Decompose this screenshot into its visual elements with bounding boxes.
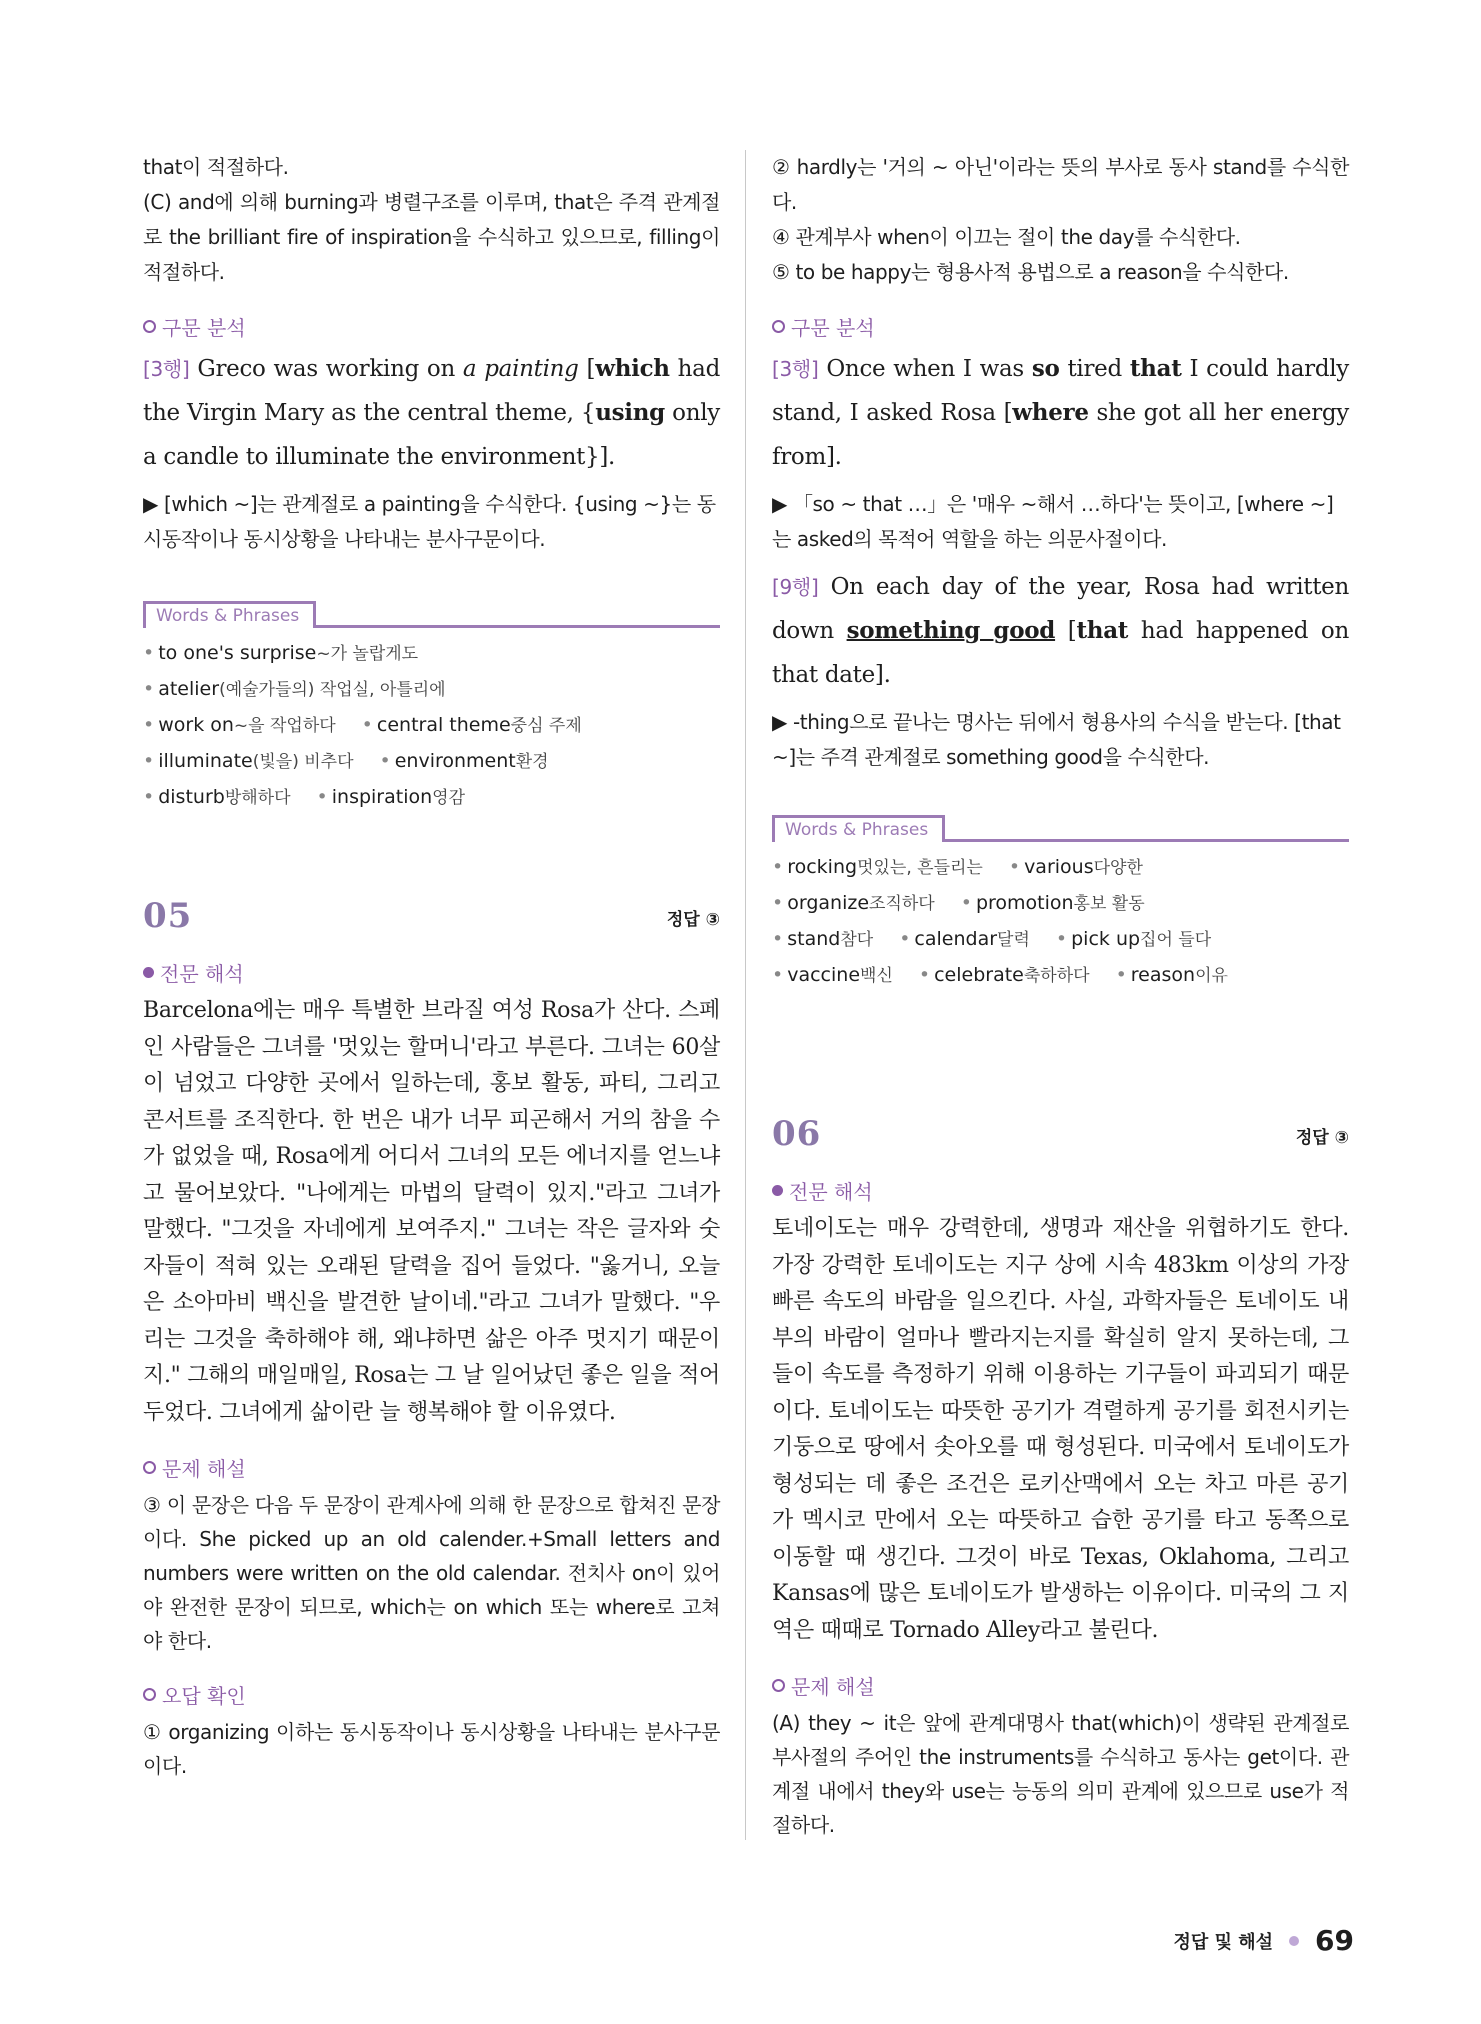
section-heading-label: 문제 해설 [791, 1675, 875, 1699]
bullet-icon: • [1055, 928, 1068, 950]
bullet-icon: • [1008, 856, 1021, 878]
translation-text: 토네이도는 매우 강력한데, 생명과 재산을 위협하기도 한다. 가장 강력한 토네이도는 지구 상에 시속 483km 이상의 가장 빠른 속도의 바람을 일으킨다. 사실, 과학자들은 토네이도 내부의 바람이 얼마나 빨라지는지를 확실히 알지 못하는데, 그들이 속도를 측정하기 위해 이용하는 기구들이 파괴되기 때문이다. 토네이도는 따뜻한 공기가 격렬하게 공기를 회전시키는 기둥으로 땅에서 솟아오를 때 형성된다. 미국에서 토네이도가 형성되는 데 좋은 조건은 로키산맥에서 오는 차고 마른 공기가 멕시코 만에서 오는 따뜻하고 습한 공기를 타고 동쪽으로 이동할 때 생긴다. 그것이 바로 Texas, Oklahoma, 그리고 Kansas에 많은 토네이도가 발생하는 이유이다. 미국의 그 지역은 때때로 Tornado Alley라고 불린다. [772, 1216, 1349, 1643]
text-run: that [1076, 617, 1129, 644]
vocab-term: pick up [1071, 928, 1141, 950]
vocab-item [899, 922, 1030, 958]
bullet-icon: • [960, 892, 972, 914]
problem-text: (A) they ~ it은 앞에 관계대명사 that(which)이 생략된 관계절로 부사절의 주어인 the instruments를 수식하고 동사는 get이다. 관계절 내에서 they와 use는 능동의 의미 관계에 있으므로 use가 적절하다. [772, 1711, 1349, 1837]
vocab-item [380, 744, 549, 780]
vocab-term: organize [787, 892, 870, 914]
vocab-meaning: 축하하다 [1023, 966, 1090, 986]
words-phrases-list [772, 850, 1349, 994]
bullet-icon: • [918, 964, 931, 986]
vocab-term: central theme [376, 714, 511, 736]
vocab-meaning: 다양한 [1093, 858, 1143, 878]
bullet-icon: • [1115, 964, 1127, 986]
left-column [143, 150, 720, 1783]
text-run: tired [1059, 356, 1130, 382]
vocab-meaning: (예술가들의) 작업실, 아틀리에 [219, 680, 446, 700]
section-heading [772, 1671, 1349, 1700]
words-phrases-list [143, 636, 720, 816]
syntax-note: ▶ [which ~]는 관계절로 a painting을 수식한다. {using ~}는 동시동작이나 동시상황을 나타내는 분사구문이다. [143, 492, 716, 551]
bullet-icon: • [772, 928, 784, 950]
section-heading-label: 구문 분석 [162, 316, 246, 340]
bullet-icon: • [143, 642, 155, 664]
page-number: 69 [1315, 1924, 1354, 1957]
text-run: I could hardly stand, I asked Rosa [ [772, 356, 1350, 426]
vocab-meaning: 집어 들다 [1140, 930, 1212, 950]
words-phrases-row [143, 744, 720, 780]
words-phrases-row [772, 850, 1349, 886]
question-header [772, 1114, 1349, 1154]
vocab-item [143, 636, 418, 672]
bullet-icon: • [899, 928, 911, 950]
syntax-sentence [143, 347, 720, 479]
words-phrases-row [143, 672, 720, 708]
text-run: [ [1055, 618, 1077, 644]
words-phrases-box [143, 601, 720, 816]
bullet-icon: • [379, 750, 391, 772]
line-tag: [9행] [772, 575, 819, 599]
section-heading [143, 312, 720, 341]
vocab-term: inspiration [331, 786, 433, 808]
vocab-meaning: 멋있는, 흔들리는 [857, 858, 983, 878]
footer-label: 정답 및 해설 [1173, 1931, 1274, 1953]
page-footer [1174, 1924, 1354, 1957]
vocab-item [143, 708, 336, 744]
question-number: 05 [143, 896, 193, 936]
translation-text: Barcelona에는 매우 특별한 브라질 여성 Rosa가 산다. 스페인 사람들은 그녀를 '멋있는 할머니'라고 부른다. 그녀는 60살이 넘었고 다양한 곳에서 일하는데, 홍보 활동, 파티, 그리고 콘서트를 조직한다. 한 번은 내가 너무 피곤해서 거의 참을 수가 없었을 때, Rosa에게 어디서 그녀의 모든 에너지를 얻느냐고 물어보았다. "나에게는 마법의 달력이 있지."라고 그녀가 말했다. "그것을 자네에게 보여주지." 그녀는 작은 글자와 숫자들이 적혀 있는 오래된 달력을 집어 들었다. "옳거니, 오늘은 소아마비 백신을 발견한 날이네."라고 그녀가 말했다. "우리는 그것을 축하해야 해, 왜냐하면 삶은 아주 멋지기 때문이지." 그해의 매일매일, Rosa는 그 날 일어났던 좋은 일을 적어두었다. 그녀에게 삶이란 늘 행복해야 할 이유였다. [143, 998, 720, 1425]
vocab-item [772, 922, 873, 958]
bullet-icon: • [143, 678, 155, 700]
question-number: 06 [772, 1114, 822, 1154]
vocab-term: celebrate [934, 964, 1024, 986]
text-run: she got all her energy from]. [772, 400, 1349, 470]
vocab-item [317, 780, 466, 816]
vocab-term: stand [787, 928, 841, 950]
syntax-note: ▶ 「so ~ that …」은 '매우 ~해서 …하다'는 뜻이고, [where ~]는 asked의 목적어 역할을 하는 의문사절이다. [772, 492, 1334, 551]
text-run: so [1031, 355, 1060, 382]
vocab-meaning: ~을 작업하다 [233, 716, 336, 736]
answer-label: 정답 ③ [666, 910, 720, 930]
answer-label: 정답 ③ [1295, 1128, 1349, 1148]
problem-text: ③ 이 문장은 다음 두 문장이 관계사에 의해 한 문장으로 합쳐진 문장이다. She picked up an old calender.+Small letters and numbers were written on the old calendar. 전치사 on이 있어야 완전한 문장이 되므로, which는 on which 또는 where로 고쳐야 한다. [143, 1493, 720, 1653]
vocab-term: work on [158, 714, 234, 736]
vocab-term: various [1024, 856, 1094, 878]
section-heading-label: 오답 확인 [162, 1684, 246, 1708]
section-heading-label: 구문 분석 [791, 316, 875, 340]
line-tag: [3행] [772, 357, 819, 381]
bullet-icon: • [361, 714, 373, 736]
bullet-icon: • [143, 714, 155, 736]
vocab-term: rocking [787, 856, 858, 878]
vocab-term: environment [394, 750, 516, 772]
words-phrases-row [772, 886, 1349, 922]
vocab-term: reason [1130, 964, 1196, 986]
circle-bullet-icon [143, 1688, 156, 1701]
intro-line: that이 적절하다. [143, 155, 289, 179]
vocab-item [961, 886, 1145, 922]
question-header [143, 896, 720, 936]
text-run: Greco was working on [189, 356, 463, 382]
vocab-meaning: 이유 [1195, 966, 1228, 986]
filled-bullet-icon [143, 967, 154, 978]
text-run: something good [846, 617, 1056, 644]
words-phrases-label: Words & Phrases [772, 815, 945, 842]
text-run: a painting [462, 356, 579, 382]
vocab-meaning: 환경 [515, 752, 549, 772]
section-heading [143, 958, 720, 987]
vocab-meaning: ~가 놀랍게도 [316, 644, 419, 664]
bullet-icon: • [143, 786, 155, 808]
section-heading [143, 1453, 720, 1482]
circle-bullet-icon [772, 1679, 785, 1692]
syntax-note: ▶ -thing으로 끝나는 명사는 뒤에서 형용사의 수식을 받는다. [that ~]는 주격 관계절로 something good을 수식한다. [772, 710, 1341, 769]
vocab-item [772, 958, 893, 994]
text-run: Once when I was [818, 356, 1032, 382]
vocab-term: calendar [914, 928, 998, 950]
words-phrases-row [143, 708, 720, 744]
intro-line: (C) and에 의해 burning과 병렬구조를 이루며, that은 주격 관계절로 the brilliant fire of inspiration을 수식하고 있으므로, filling이 적절하다. [143, 190, 720, 284]
section-heading-label: 전문 해석 [160, 962, 244, 986]
bullet-icon: • [772, 892, 784, 914]
circle-bullet-icon [772, 320, 785, 333]
section-heading-label: 전문 해석 [789, 1180, 873, 1204]
intro-line: ⑤ to be happy는 형용사적 용법으로 a reason을 수식한다. [772, 260, 1289, 284]
vocab-meaning: (빛을) 비추다 [252, 752, 354, 772]
words-phrases-row [143, 636, 720, 672]
bullet-icon: • [316, 786, 328, 808]
right-column [772, 150, 1349, 1842]
words-phrases-row [143, 780, 720, 816]
vocab-item [143, 780, 291, 816]
syntax-sentence [772, 565, 1349, 697]
filled-bullet-icon [772, 1185, 783, 1196]
text-run: that [1129, 355, 1182, 382]
section-heading [143, 1680, 720, 1709]
vocab-meaning: 중심 주제 [510, 716, 582, 736]
vocab-meaning: 달력 [997, 930, 1030, 950]
vocab-term: disturb [158, 786, 225, 808]
text-run: only a candle to illuminate the environment}]. [143, 400, 720, 470]
words-phrases-label: Words & Phrases [143, 601, 316, 628]
text-run: [ [578, 356, 596, 382]
wrong-answer-text: ① organizing 이하는 동시동작이나 동시상황을 나타내는 분사구문이다. [143, 1720, 720, 1778]
bullet-icon: • [772, 856, 784, 878]
bullet-icon: • [143, 750, 155, 772]
syntax-sentence [772, 347, 1349, 479]
section-heading [772, 1176, 1349, 1205]
section-heading-label: 문제 해설 [162, 1457, 246, 1481]
words-phrases-row [772, 958, 1349, 994]
vocab-item [772, 886, 935, 922]
vocab-item [1116, 958, 1228, 994]
vocab-item [362, 708, 582, 744]
vocab-item [143, 744, 354, 780]
text-run: On each day of the year, Rosa had written down [772, 574, 1349, 644]
text-run: where [1012, 399, 1089, 426]
text-run: using [595, 399, 665, 426]
vocab-term: illuminate [158, 750, 253, 772]
text-run: had the Virgin Mary as the central theme, { [143, 356, 720, 426]
text-run: had happened on that date]. [772, 618, 1349, 688]
vocab-term: to one's surprise [158, 642, 317, 664]
vocab-meaning: 방해하다 [224, 788, 291, 808]
vocab-item [1009, 850, 1143, 886]
text-run: which [595, 355, 670, 382]
words-phrases-row [772, 922, 1349, 958]
vocab-meaning: 참다 [840, 930, 874, 950]
vocab-meaning: 영감 [432, 788, 466, 808]
vocab-item [919, 958, 1090, 994]
column-divider [745, 150, 746, 1840]
line-tag: [3행] [143, 357, 190, 381]
intro-line: ② hardly는 '거의 ~ 아닌'이라는 뜻의 부사로 동사 stand를 수식한다. [772, 155, 1349, 214]
bullet-icon: • [772, 964, 784, 986]
vocab-item [143, 672, 446, 708]
section-heading [772, 312, 1349, 341]
circle-bullet-icon [143, 320, 156, 333]
footer-dot-icon [1289, 1936, 1299, 1946]
vocab-term: vaccine [787, 964, 861, 986]
vocab-meaning: 조직하다 [869, 894, 935, 914]
words-phrases-box [772, 815, 1349, 994]
intro-line: ④ 관계부사 when이 이끄는 절이 the day를 수식한다. [772, 225, 1241, 249]
vocab-item [772, 850, 983, 886]
vocab-item [1056, 922, 1211, 958]
circle-bullet-icon [143, 1461, 156, 1474]
vocab-meaning: 백신 [860, 966, 893, 986]
vocab-term: promotion [975, 892, 1074, 914]
vocab-meaning: 홍보 활동 [1073, 894, 1145, 914]
vocab-term: atelier [158, 678, 220, 700]
